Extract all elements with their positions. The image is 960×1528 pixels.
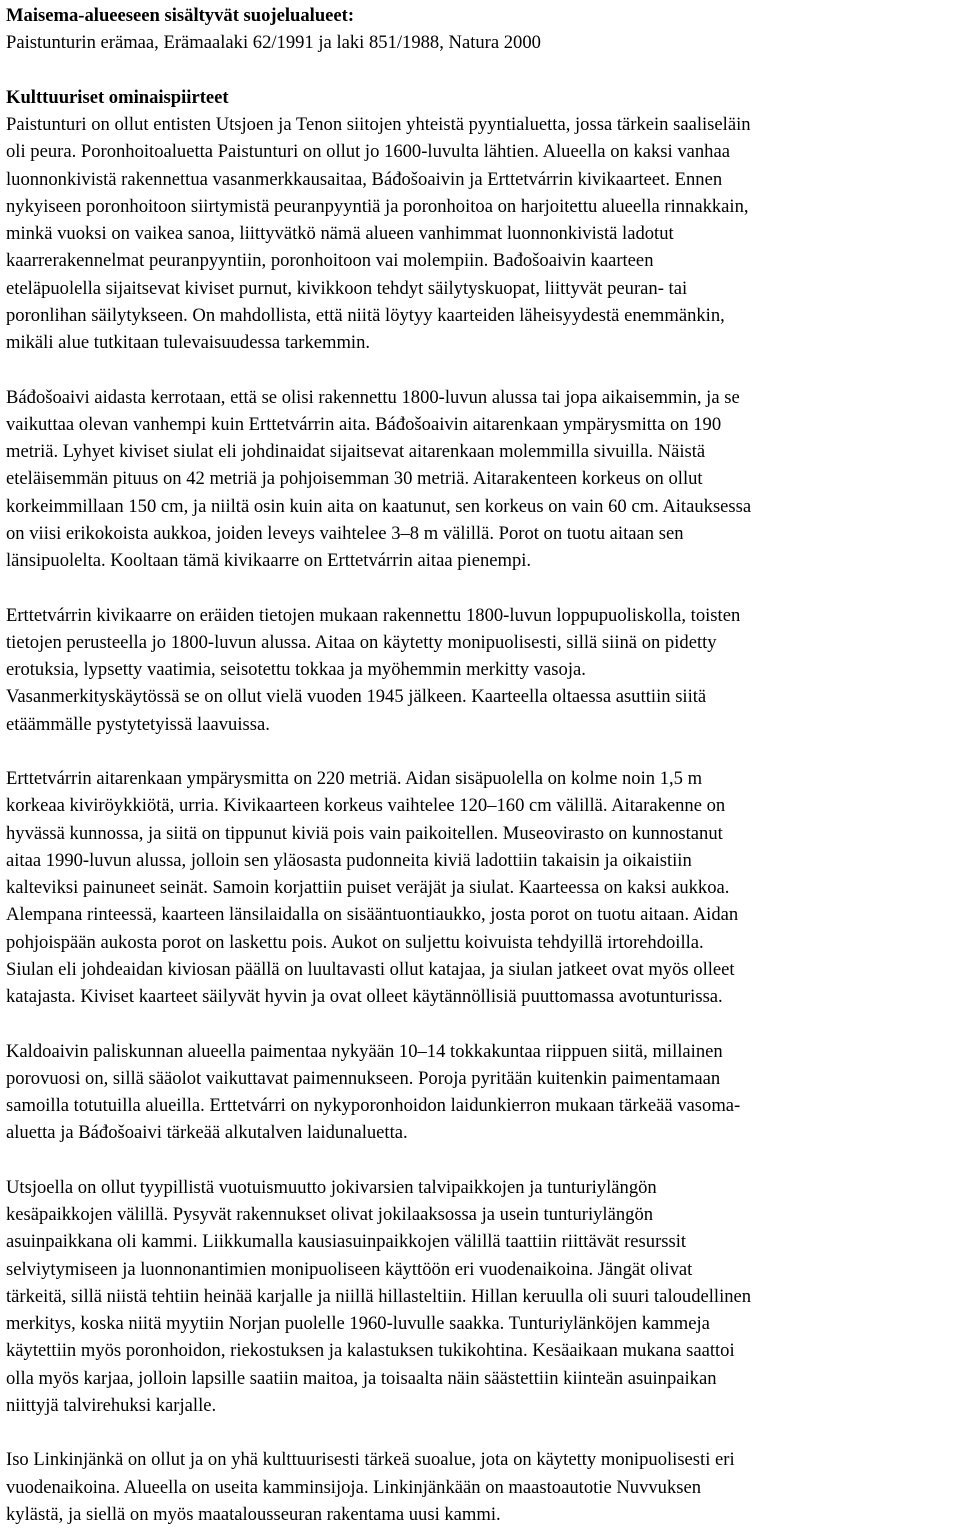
- linkinjanka-paragraph: [6, 1446, 954, 1528]
- text-line: Erttetvárrin kivikaarre on eräiden tietojen mukaan rakennettu 1800-luvun loppupuoliskolla, toisten: [6, 604, 741, 626]
- text-line: hyvässä kunnossa, ja siitä on tippunut kiviä pois vain paikoitellen. Museovirasto on kunnostanut: [6, 822, 723, 844]
- text-line: porovuosi on, sillä sääolot vaikuttavat paimennukseen. Poroja pyritään kuitenkin paimentamaan: [6, 1067, 721, 1089]
- text-line: asuinpaikkana oli kammi. Liikkumalla kausiasuinpaikkojen välillä taattiin riittävät resurssit: [6, 1231, 687, 1253]
- text-line: merkitys, koska niitä myytiin Norjan puolelle 1960-luvulle saakka. Tunturiylänköjen kammeja: [6, 1313, 710, 1334]
- text-line: länsipuolelta. Kooltaan tämä kivikaarre on Erttetvárrin aitaa pienempi.: [6, 550, 532, 571]
- text-line: Vasanmerkityskäytössä se on ollut vielä vuoden 1945 jälkeen. Kaarteella oltaessa asuttiin siitä: [6, 686, 707, 708]
- text-line: Kaldoaivin paliskunnan alueella paimentaa nykyään 10–14 tokkakuntaa riippuen siitä, millainen: [6, 1040, 723, 1062]
- cultural-features-section: [6, 84, 954, 357]
- text-line: nykyiseen poronhoitoon siirtymistä peuranpyyntiä ja poronhoitoa on harjoitettu alueella rinnakkain,: [6, 195, 749, 217]
- badosoaivi-paragraph: [6, 384, 954, 575]
- erttetvarri-structure-paragraph: [6, 765, 954, 1010]
- paragraph-gap: [6, 1010, 954, 1037]
- paragraph-gap: [6, 574, 954, 601]
- text-line: tärkeitä, sillä niistä tehtiin heinää karjalle ja niillä hillasteltiin. Hillan keruulla oli suuri taloudellinen: [6, 1285, 752, 1307]
- text-line: Utsjoella on ollut tyypillistä vuotuismuutto jokivarsien talvipaikkojen ja tunturiylängön: [6, 1176, 657, 1198]
- text-line: minkä vuoksi on vaikea sanoa, liittyvätkö nämä alueen vanhimmat luonnonkivistä ladotut: [6, 223, 674, 244]
- text-line: eteläpuolella sijaitsevat kiviset purnut, kivikkoon tehdyt säilytyskuopat, liittyvät peuran- tai: [6, 277, 688, 299]
- text-line: kaarrerakennelmat peuranpyyntiin, poronhoitoon vai molempiin. Bađošoaivin kaarteen: [6, 250, 654, 272]
- text-line: selviytymiseen ja luonnonantimien monipuoliseen käyttöön eri vuodenaikoina. Jängät olivat: [6, 1258, 693, 1280]
- migration-paragraph: [6, 1174, 954, 1419]
- text-line: Erttetvárrin aitarenkaan ympärysmitta on 220 metriä. Aidan sisäpuolella on kolme noin 1,5 m: [6, 768, 703, 789]
- text-line: erotuksia, lypsetty vaatimia, seisotettu tokkaa ja myöhemmin merkitty vasoja.: [6, 659, 586, 680]
- paragraph-gap: [6, 1419, 954, 1446]
- text-line: metriä. Lyhyet kiviset siulat eli johdinaidat sijaitsevat aitarenkaan molemmilla sivuilla. Näistä: [6, 441, 706, 462]
- text-line: luonnonkivistä rakennettua vasanmerkkausaitaa, Báđošoaivin ja Erttetvárrin kivikaarteet. Ennen: [6, 168, 723, 190]
- erttetvarri-history-paragraph: [6, 602, 954, 738]
- text-line: kylästä, ja siellä on myös maatalousseuran rakentama uusi kammi.: [6, 1503, 501, 1525]
- paragraph-gap: [6, 57, 954, 84]
- text-line: Báđošoaivi aidasta kerrotaan, että se olisi rakennettu 1800-luvun alussa tai jopa aikaisemmin, ja se: [6, 386, 740, 408]
- text-line: vuodenaikoina. Alueella on useita kamminsijoja. Linkinjänkään on maastoautotie Nuvvuksen: [6, 1476, 702, 1498]
- protected-areas-line: Paistunturin erämaa, Erämaalaki 62/1991 ja laki 851/1988, Natura 2000: [6, 32, 541, 54]
- text-line: mikäli alue tutkitaan tulevaisuudessa tarkemmin.: [6, 332, 371, 353]
- paragraph-gap: [6, 356, 954, 383]
- text-line: Alempana rinteessä, kaarteen länsilaidalla on sisääntuontiaukko, josta porot on tuotu aitaan. Aidan: [6, 904, 739, 926]
- text-line: on viisi erikokoista aukkoa, joiden leveys vaihtelee 3–8 m välillä. Porot on tuotu aitaan sen: [6, 522, 684, 544]
- text-line: käytettiin myös poronhoidon, riekostuksen ja kalastuksen tukikohtina. Kesäaikaan mukana saattoi: [6, 1340, 735, 1362]
- text-line: samoilla totutuilla alueilla. Erttetvárri on nykyporonhoidon laidunkierron mukaan tärkeää vasoma-: [6, 1095, 741, 1116]
- text-line: poronlihan säilytykseen. On mahdollista, että niitä löytyy kaarteiden läheisyydestä enemmänkin,: [6, 304, 725, 326]
- text-line: korkeaa kiviröykkiötä, urria. Kivikaarteen korkeus vaihtelee 120–160 cm välillä. Aitarakenne on: [6, 795, 726, 817]
- text-line: eteläisemmän pituus on 42 metriä ja pohjoisemman 30 metriä. Aitarakenteen korkeus on ollut: [6, 468, 703, 490]
- text-line: vaikuttaa olevan vanhempi kuin Erttetvárrin aita. Báđošoaivin aitarenkaan ympärysmitta on 190: [6, 413, 722, 435]
- text-line: tietojen perusteella jo 1800-luvun alussa. Aitaa on käytetty monipuolisesti, sillä siinä on pidetty: [6, 631, 717, 653]
- protected-areas-heading: Maisema-alueeseen sisältyvät suojelualueet:: [6, 5, 355, 26]
- text-line: oli peura. Poronhoitoaluetta Paistunturi on ollut jo 1600-luvulta lähtien. Alueella on kaksi vanhaa: [6, 141, 730, 163]
- text-line: Iso Linkinjänkä on ollut ja on yhä kulttuurisesti tärkeä suoalue, jota on käytetty monipuolisesti eri: [6, 1449, 735, 1471]
- text-line: olla myös karjaa, jolloin lapsille saatiin maitoa, ja toisaalta näin säästettiin kiinteän asuinpaikan: [6, 1367, 717, 1389]
- paragraph-gap: [6, 738, 954, 765]
- text-line: pohjoispään aukosta porot on laskettu pois. Aukot on suljettu koivuista tehdyillä irtorehdoilla.: [6, 931, 704, 953]
- text-line: kalteviksi painuneet seinät. Samoin korjattiin puiset veräjät ja siulat. Kaarteessa on kaksi aukkoa.: [6, 877, 730, 898]
- document-page: [6, 2, 954, 1528]
- herding-paragraph: [6, 1038, 954, 1147]
- text-line: kesäpaikkojen välillä. Pysyvät rakennukset olivat jokilaaksossa ja usein tunturiylängön: [6, 1204, 654, 1225]
- protected-areas-section: [6, 2, 954, 57]
- text-line: niittyjä talvirehuksi karjalle.: [6, 1394, 217, 1416]
- cultural-features-heading: Kulttuuriset ominaispiirteet: [6, 86, 229, 108]
- text-line: etäämmälle pystytetyissä laavuissa.: [6, 713, 270, 735]
- text-line: Siulan eli johdeaidan kiviosan päällä on luultavasti ollut katajaa, ja siulan jatkeet ovat myös olleet: [6, 958, 735, 980]
- text-line: katajasta. Kiviset kaarteet säilyvät hyvin ja ovat olleet käytännöllisiä puuttomassa avotunturissa.: [6, 986, 723, 1007]
- text-line: aluetta ja Báđošoaivi tärkeää alkutalven laidunaluetta.: [6, 1122, 408, 1144]
- paragraph-gap: [6, 1147, 954, 1174]
- text-line: aitaa 1990-luvun alussa, jolloin sen yläosasta pudonneita kiviä ladottiin takaisin ja oikaistiin: [6, 849, 692, 871]
- text-line: korkeimmillaan 150 cm, ja niiltä osin kuin aita on kaatunut, sen korkeus on vain 60 cm. Aitauksessa: [6, 495, 752, 517]
- text-line: Paistunturi on ollut entisten Utsjoen ja Tenon siitojen yhteistä pyyntialuetta, jossa tärkein saaliseläin: [6, 114, 751, 135]
